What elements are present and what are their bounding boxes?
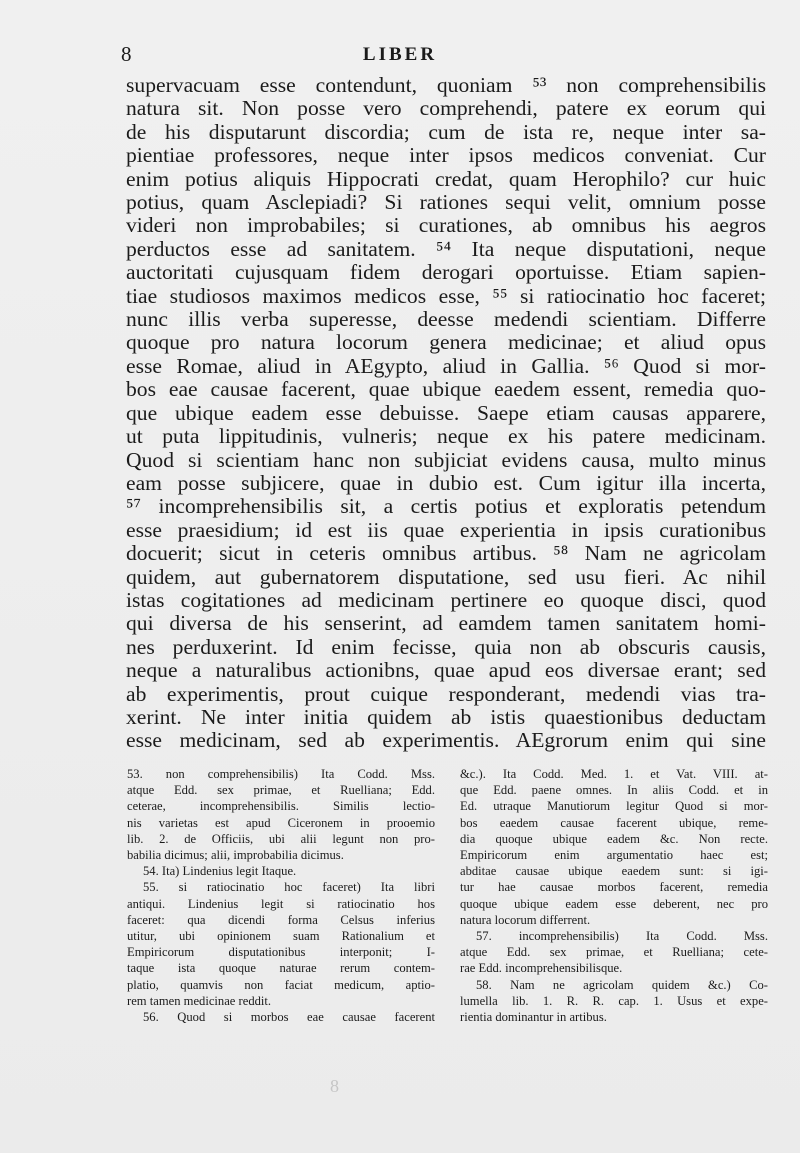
footnote-line: tur hae causae morbos facerent, remedia <box>460 880 768 895</box>
footnote-line: Ed. utraque Manutiorum legitur Quod si mor- <box>460 799 768 814</box>
text-line: natura sit. Non posse vero comprehendi, patere ex eorum qui <box>126 96 766 121</box>
footnotes-right-column <box>460 766 768 1025</box>
footnote-line: rientia dominantur in artibus. <box>460 1010 607 1025</box>
footnote-line: antiqui. Lindenius legit si ratiocinatio hos <box>127 896 435 911</box>
text-line: esse praesidium; id est iis quae experientia in ipsis curationibus <box>126 517 766 542</box>
footnote-line: 56. Quod si morbos eae causae facerent <box>143 1010 435 1025</box>
text-line: quoque pro natura locorum genera medicinae; et aliud opus <box>126 330 766 355</box>
text-line: tiae studiosos maximos medicos esse, ⁵⁵ si ratiocinatio hoc faceret; <box>126 283 766 308</box>
text-line: videri non improbabiles; si curationes, ab omnibus his aegros <box>126 213 766 238</box>
footnote-line: natura locorum differrent. <box>460 912 591 927</box>
footnote-line: platio, quamvis non faciat medicum, aptio- <box>127 977 435 992</box>
text-line: xerint. Ne inter initia quidem ab istis quaestionibus deductam <box>126 704 766 729</box>
text-line: que ubique eadem esse debuisse. Saepe etiam causas apparere, <box>126 400 766 425</box>
text-line: de his disputarunt discordia; cum de ista re, neque inter sa- <box>126 119 766 144</box>
footnote-line: quoque ubique eadem esse deberent, nec pro <box>460 896 768 911</box>
footnote-line: rae Edd. incomprehensibilisque. <box>460 961 623 976</box>
text-line: qui diversa de his senserint, ad eamdem tamen sanitatem homi- <box>126 611 766 636</box>
footnote-line: 54. Ita) Lindenius legit Itaque. <box>143 864 297 879</box>
text-line: neque a naturalibus actionibns, quae apud eos diversae erant; sed <box>126 658 766 683</box>
footnote-line: ceterae, incomprehensibilis. Similis lectio- <box>127 799 435 814</box>
text-line: eam posse subjicere, quae in dubio est. Cum igitur illa incerta, <box>126 470 766 495</box>
text-line: potius, quam Asclepiadi? Si rationes sequi velit, omnium posse <box>126 190 766 215</box>
footnote-line: atque Edd. sex primae, et Ruelliana; cete- <box>460 945 768 960</box>
footnote-line: babilia dicimus; alii, improbabilia dicimus. <box>127 848 344 863</box>
footnote-line: &c.). Ita Codd. Med. 1. et Vat. VIII. at- <box>460 767 768 781</box>
footnote-line: 55. si ratiocinatio hoc faceret) Ita libri <box>143 880 435 895</box>
text-line: istas cogitationes ad medicinam pertinere eo quoque disci, quod <box>126 587 766 612</box>
footnotes-left-column <box>127 766 435 1025</box>
footnote-line: que Edd. paene omnes. In aliis Codd. et in <box>460 783 768 798</box>
footnote-line: faceret: qua dicendi forma Celsus inferius <box>127 912 435 927</box>
text-line: pientiae professores, neque inter ipsos medicos conveniat. Cur <box>126 143 766 168</box>
footnote-line: 53. non comprehensibilis) Ita Codd. Mss. <box>127 767 435 781</box>
footnote-line: atque Edd. sex primae, et Ruelliana; Edd. <box>127 783 435 798</box>
text-line: esse medicinam, sed ab experimentis. AEgrorum enim qui sine <box>126 728 766 753</box>
text-line: ut puta lippitudinis, vulneris; neque ex his patere medicinam. <box>126 424 766 449</box>
footnote-line: 57. incomprehensibilis) Ita Codd. Mss. <box>476 929 768 944</box>
text-line: bos eae causae facerent, quae ubique eaedem essent, remedia quo- <box>126 377 766 402</box>
footnote-line: lib. 2. de Officiis, ubi alii legunt non pro- <box>127 831 435 846</box>
footnote-line: dia quoque ubique eadem &c. Non recte. <box>460 831 768 846</box>
text-line: Quod si scientiam hanc non subjiciat evidens causa, multo minus <box>126 447 766 472</box>
text-line: ⁵⁷ incomprehensibilis sit, a certis potius et exploratis petendum <box>126 494 766 519</box>
main-text <box>126 74 766 753</box>
footnote-line: bos eaedem causae facerent ubique, reme- <box>460 815 768 830</box>
footnote-line: nis varietas est apud Ciceronem in prooemio <box>127 815 435 830</box>
footnote-line: 58. Nam ne agricolam quidem &c.) Co- <box>476 977 768 992</box>
page-header <box>0 42 800 72</box>
text-line: nunc illis verba superesse, deesse medendi scientiam. Differre <box>126 307 766 332</box>
bleed-through-mark: 8 <box>330 1076 339 1096</box>
text-line: supervacuam esse contendunt, quoniam ⁵³ non comprehensibilis <box>126 73 766 97</box>
text-line: enim potius aliquis Hippocrati credat, quam Herophilo? cur huic <box>126 166 766 191</box>
footnote-line: rem tamen medicinae reddit. <box>127 993 272 1008</box>
text-line: esse Romae, aliud in AEgypto, aliud in Gallia. ⁵⁶ Quod si mor- <box>126 353 766 378</box>
footnote-line: Empiricorum disputationibus interponit; I- <box>127 945 435 960</box>
text-line: ab experimentis, prout cuique responderant, medendi vias tra- <box>126 681 766 706</box>
text-line: perductos esse ad sanitatem. ⁵⁴ Ita neque disputationi, neque <box>126 236 766 261</box>
text-line: docuerit; sicut in ceteris omnibus artibus. ⁵⁸ Nam ne agricolam <box>126 541 766 566</box>
footnote-line: utitur, ubi opinionem suam Rationalium et <box>127 929 435 944</box>
text-line: nes perduxerint. Id enim fecisse, quia non ab obscuris causis, <box>126 634 766 659</box>
text-line: quidem, aut gubernatorem disputatione, sed usu fieri. Ac nihil <box>126 564 766 589</box>
running-title: LIBER <box>362 44 438 65</box>
footnote-line: taque ista quoque naturae rerum contem- <box>127 961 435 976</box>
footnote-line: lumella lib. 1. R. R. cap. 1. Usus et expe- <box>460 993 768 1008</box>
text-line: auctoritati cujusquam fidem derogari oportuisse. Etiam sapien- <box>126 260 766 285</box>
footnote-line: Empiricorum enim argumentatio haec est; <box>460 848 768 863</box>
page-number: 8 <box>121 42 132 66</box>
footnote-line: abditae causae ubique eaedem sunt: si igi- <box>460 864 768 879</box>
